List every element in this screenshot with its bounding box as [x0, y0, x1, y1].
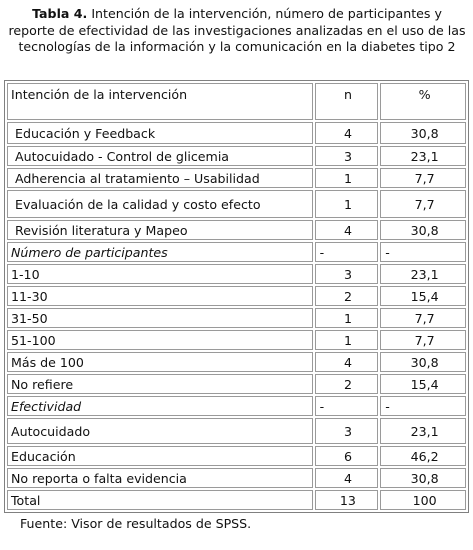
row-label: Evaluación de la calidad y costo efecto: [7, 190, 313, 218]
row-n: 4: [315, 122, 379, 144]
row-n: 3: [315, 418, 379, 444]
row-percent: -: [380, 396, 466, 416]
row-label: No reporta o falta evidencia: [7, 468, 313, 488]
row-n: 13: [315, 490, 379, 510]
row-n: 4: [315, 352, 379, 372]
source-note: Fuente: Visor de resultados de SPSS.: [20, 516, 252, 531]
row-percent: 23,1: [380, 264, 466, 284]
row-label: 1-10: [7, 264, 313, 284]
table-row: [7, 374, 466, 394]
table-row: [7, 190, 466, 218]
row-percent: 23,1: [380, 146, 466, 166]
row-percent: 15,4: [380, 286, 466, 306]
table-row: [7, 220, 466, 240]
header-intencion: Intención de la intervención: [7, 83, 313, 120]
row-percent: -: [380, 242, 466, 262]
row-percent: 46,2: [380, 446, 466, 466]
row-n: 1: [315, 168, 379, 188]
row-label: Educación: [7, 446, 313, 466]
row-n: 3: [315, 264, 379, 284]
row-percent: 100: [380, 490, 466, 510]
row-percent: 7,7: [380, 190, 466, 218]
row-percent: 7,7: [380, 168, 466, 188]
table-row: [7, 264, 466, 284]
table-row: [7, 418, 466, 444]
row-n: 1: [315, 190, 379, 218]
table-row: [7, 286, 466, 306]
row-percent: 30,8: [380, 122, 466, 144]
row-n: 1: [315, 330, 379, 350]
section-label: Efectividad: [7, 396, 313, 416]
row-n: 4: [315, 220, 379, 240]
section-row: [7, 242, 466, 262]
table-row: [7, 168, 466, 188]
row-label: Educación y Feedback: [7, 122, 313, 144]
row-percent: 30,8: [380, 220, 466, 240]
row-label: Total: [7, 490, 313, 510]
row-percent: 15,4: [380, 374, 466, 394]
row-n: 3: [315, 146, 379, 166]
row-percent: 30,8: [380, 468, 466, 488]
table-row: [7, 468, 466, 488]
caption-label: Tabla 4.: [32, 6, 88, 21]
table-row: [7, 352, 466, 372]
row-label: No refiere: [7, 374, 313, 394]
row-label: Revisión literatura y Mapeo: [7, 220, 313, 240]
row-label: Autocuidado - Control de glicemia: [7, 146, 313, 166]
row-percent: 23,1: [380, 418, 466, 444]
row-n: 6: [315, 446, 379, 466]
table-header-row: [7, 83, 466, 120]
table-row: [7, 146, 466, 166]
table-row: [7, 330, 466, 350]
table-row: [7, 308, 466, 328]
header-n: n: [315, 83, 379, 120]
row-n: 1: [315, 308, 379, 328]
caption-text: Intención de la intervención, número de participantes y reporte de efectividad de las investigaciones analizadas en el uso de las tecnologías de la información y la comunicación en la diabetes tipo 2: [8, 6, 466, 55]
row-n: 2: [315, 374, 379, 394]
total-row: [7, 490, 466, 510]
table-row: [7, 122, 466, 144]
table-caption: [8, 6, 466, 56]
row-n: 4: [315, 468, 379, 488]
row-label: Adherencia al tratamiento – Usabilidad: [7, 168, 313, 188]
row-percent: 30,8: [380, 352, 466, 372]
section-label: Número de participantes: [7, 242, 313, 262]
row-n: 2: [315, 286, 379, 306]
row-label: 51-100: [7, 330, 313, 350]
row-label: 11-30: [7, 286, 313, 306]
row-percent: 7,7: [380, 308, 466, 328]
row-label: Autocuidado: [7, 418, 313, 444]
row-n: -: [315, 242, 379, 262]
row-percent: 7,7: [380, 330, 466, 350]
results-table: [4, 80, 469, 513]
header-percent: %: [380, 83, 466, 120]
row-label: Más de 100: [7, 352, 313, 372]
section-row: [7, 396, 466, 416]
row-n: -: [315, 396, 379, 416]
table-row: [7, 446, 466, 466]
row-label: 31-50: [7, 308, 313, 328]
